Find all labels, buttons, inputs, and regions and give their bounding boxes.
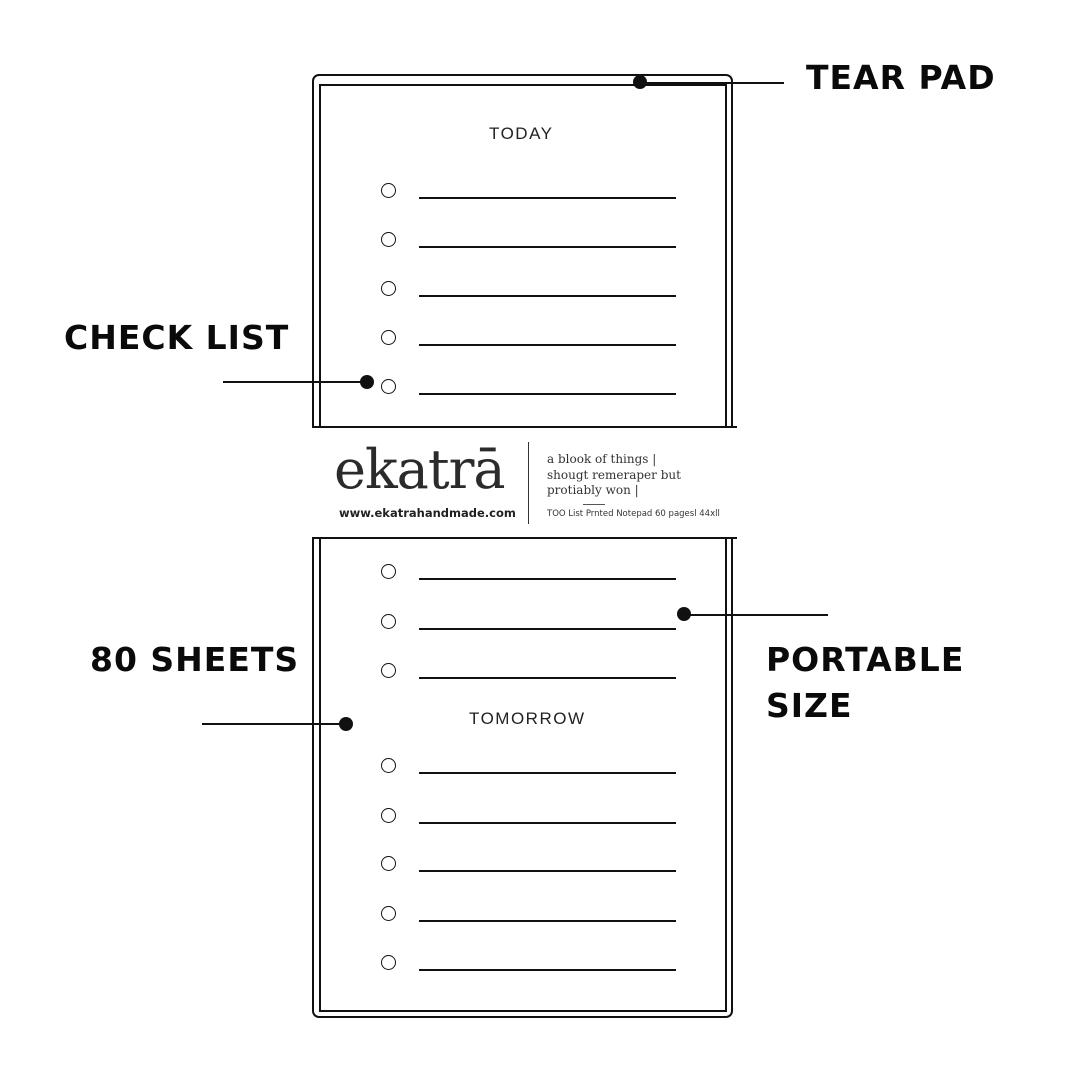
notepad-sheet	[319, 84, 727, 1012]
brand-logo: ekatrā	[334, 438, 505, 501]
tear-pad-label: TEAR PAD	[806, 58, 996, 97]
today-heading: TODAY	[489, 124, 554, 143]
checkbox-circle-icon	[381, 758, 396, 773]
write-line	[419, 578, 676, 580]
write-line	[419, 197, 676, 199]
check-list-leader-line	[223, 381, 366, 383]
tagline-line-3: protiably won |	[547, 483, 639, 497]
write-line	[419, 628, 676, 630]
checkbox-circle-icon	[381, 856, 396, 871]
check-list-label: CHECK LIST	[64, 318, 290, 357]
write-line	[419, 393, 676, 395]
checkbox-circle-icon	[381, 379, 396, 394]
checkbox-circle-icon	[381, 281, 396, 296]
sheets-label: 80 SHEETS	[90, 640, 300, 679]
band-divider	[528, 442, 529, 524]
product-description: TOO List Prnted Notepad 60 pagesl 44xll	[547, 509, 720, 519]
tagline-line-1: a blook of things |	[547, 452, 657, 466]
checkbox-circle-icon	[381, 232, 396, 247]
write-line	[419, 344, 676, 346]
portable-size-label-line-2: SIZE	[766, 686, 853, 725]
write-line	[419, 677, 676, 679]
checkbox-circle-icon	[381, 808, 396, 823]
write-line	[419, 822, 676, 824]
tear-pad-leader-line	[640, 82, 784, 84]
checkbox-circle-icon	[381, 955, 396, 970]
write-line	[419, 295, 676, 297]
checkbox-circle-icon	[381, 183, 396, 198]
brand-website: www.ekatrahandmade.com	[339, 506, 516, 520]
checkbox-circle-icon	[381, 663, 396, 678]
sheets-marker-dot	[339, 717, 353, 731]
checkbox-circle-icon	[381, 906, 396, 921]
portable-size-label-line-1: PORTABLE	[766, 640, 965, 679]
tagline-divider	[583, 504, 605, 505]
checkbox-circle-icon	[381, 614, 396, 629]
checkbox-circle-icon	[381, 330, 396, 345]
portable-size-leader-line	[684, 614, 828, 616]
tomorrow-heading: TOMORROW	[469, 709, 586, 728]
tagline-line-2: shougt remeraper but	[547, 467, 681, 482]
brand-tagline	[547, 452, 727, 499]
write-line	[419, 969, 676, 971]
portable-size-label	[766, 637, 964, 729]
write-line	[419, 772, 676, 774]
sheets-leader-line	[202, 723, 346, 725]
write-line	[419, 920, 676, 922]
checkbox-circle-icon	[381, 564, 396, 579]
write-line	[419, 870, 676, 872]
check-list-marker-dot	[360, 375, 374, 389]
write-line	[419, 246, 676, 248]
